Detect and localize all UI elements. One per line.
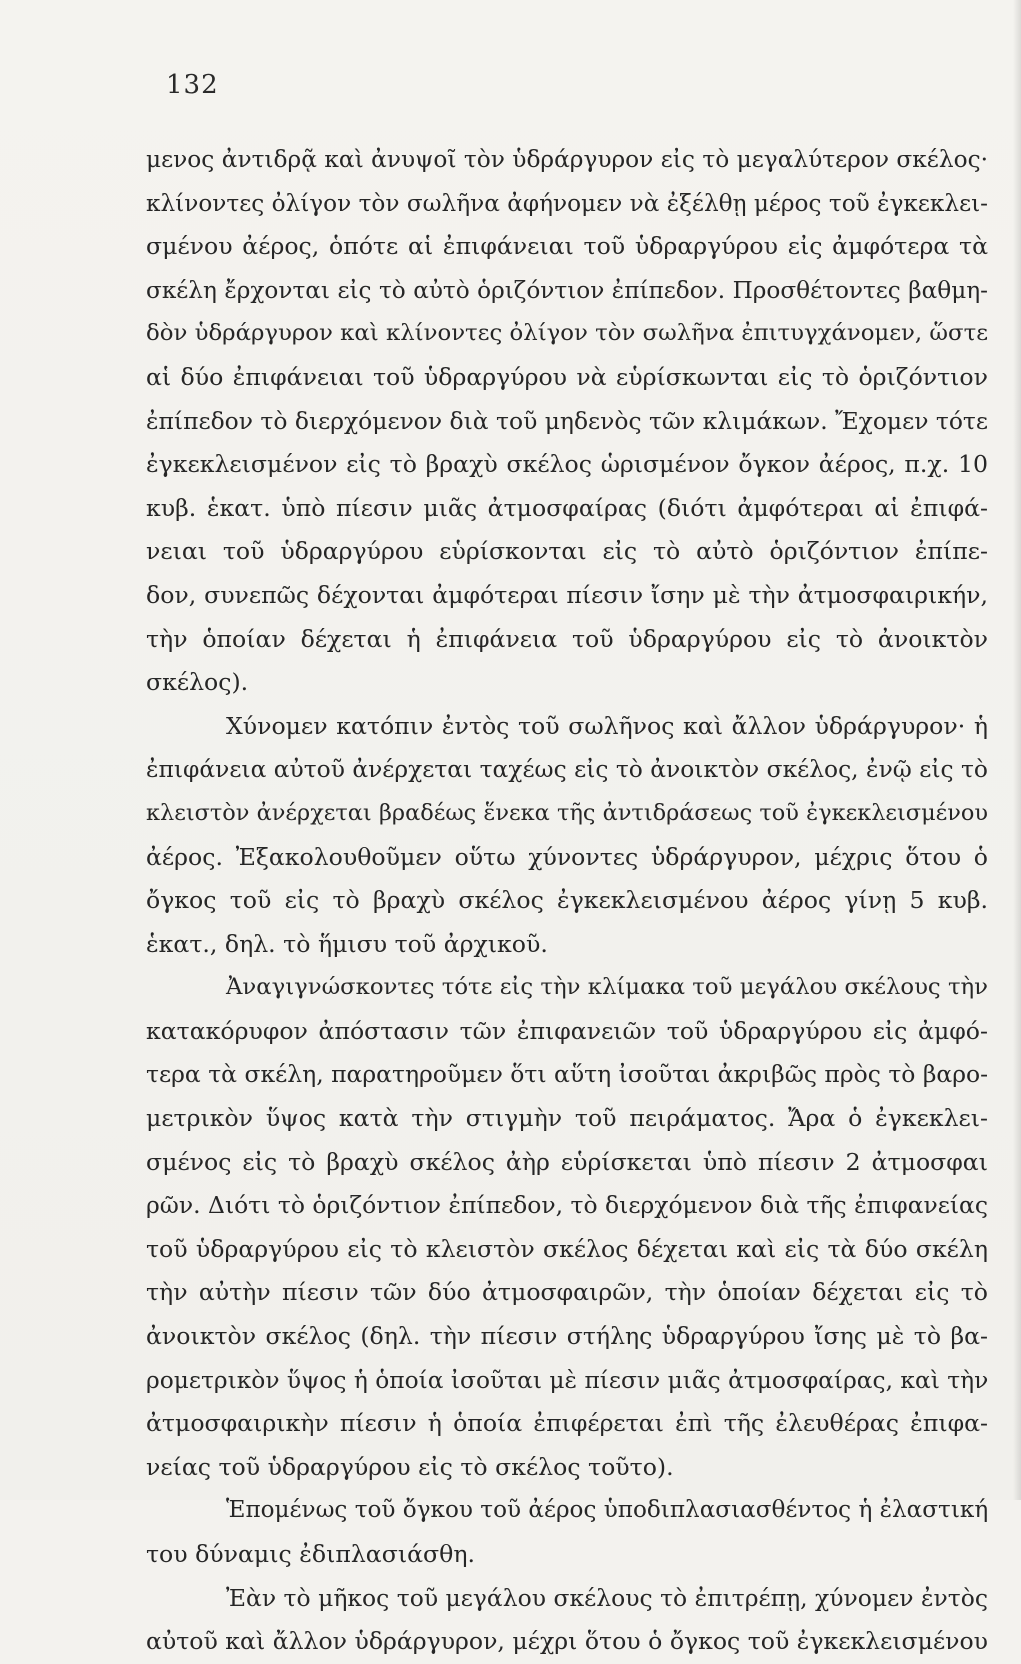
text-line: Ἑπομένως τοῦ ὄγκου τοῦ ἀέρος ὑποδιπλασιασθέντος ἡ ἐλαστική (226, 1497, 989, 1524)
text-line: τὴν ὁποίαν δέχεται ἡ ἐπιφάνεια τοῦ ὑδραργύρου εἰς τὸ ἀνοικτὸν (146, 624, 988, 653)
text-line: σμένος εἰς τὸ βραχὺ σκέλος ἀὴρ εὑρίσκεται ὑπὸ πίεσιν 2 ἀτμοσφαι (146, 1147, 988, 1176)
page-edge-shadow (1013, 0, 1021, 1500)
text-line: σκέλος). (146, 668, 249, 697)
text-line: του δύναμις ἐδιπλασιάσθη. (146, 1540, 475, 1568)
text-line: δὸν ὑδράργυρον καὶ κλίνοντες ὀλίγον τὸν σωλῆνα ἐπιτυγχάνομεν, ὥστε (146, 320, 988, 347)
text-line: ἐγκεκλεισμένον εἰς τὸ βραχὺ σκέλος ὡρισμένον ὄγκον ἀέρος, π.χ. 10 (146, 450, 988, 479)
text-line: σμένου ἀέρος, ὁπότε αἱ ἐπιφάνειαι τοῦ ὑδραργύρου εἰς ἀμφότερα τὰ (146, 232, 988, 261)
text-line: Ἀναγιγνώσκοντες τότε εἰς τὴν κλίμακα τοῦ μεγάλου σκέλους τὴν (226, 974, 988, 1001)
text-line: νείας τοῦ ὑδραργύρου εἰς τὸ σκέλος τοῦτο). (146, 1452, 674, 1481)
text-line: νειαι τοῦ ὑδραργύρου εὑρίσκονται εἰς τὸ αὐτὸ ὁριζόντιον ἐπίπε- (146, 537, 988, 566)
text-line: κυβ. ἑκατ. ὑπὸ πίεσιν μιᾶς ἀτμοσφαίρας (διότι ἀμφότεραι αἱ ἐπιφά- (146, 493, 988, 522)
text-line: αὐτοῦ καὶ ἄλλον ὑδράργυρον, μέχρι ὅτου ὁ ὄγκος τοῦ ἐγκεκλεισμένου (146, 1627, 988, 1656)
text-line: ὄγκος τοῦ εἰς τὸ βραχὺ σκέλος ἐγκεκλεισμένου ἀέρος γίνῃ 5 κυβ. (146, 886, 988, 915)
text-line: ἀέρος. Ἐξακολουθοῦμεν οὕτω χύνοντες ὑδράργυρον, μέχρις ὅτου ὁ (146, 842, 988, 871)
text-line: αἱ δύο ἐπιφάνειαι τοῦ ὑδραργύρου νὰ εὑρίσκωνται εἰς τὸ ὁριζόντιον (146, 362, 988, 391)
text-line: ἐπίπεδον τὸ διερχόμενον διὰ τοῦ μηδενὸς τῶν κλιμάκων. Ἔχομεν τότε (146, 406, 988, 435)
text-line: ἑκατ., δηλ. τὸ ἥμισυ τοῦ ἀρχικοῦ. (146, 929, 548, 958)
text-line: Χύνομεν κατόπιν ἐντὸς τοῦ σωλῆνος καὶ ἄλλον ὑδράργυρον· ἡ (226, 711, 988, 740)
text-line: Ἐὰν τὸ μῆκος τοῦ μεγάλου σκέλους τὸ ἐπιτρέπῃ, χύνομεν ἐντὸς (226, 1583, 988, 1612)
text-line: ρομετρικὸν ὕψος ἡ ὁποία ἰσοῦται μὲ πίεσιν μιᾶς ἀτμοσφαίρας, καὶ τὴν (146, 1366, 989, 1394)
text-line: ρῶν. Διότι τὸ ὁριζόντιον ἐπίπεδον, τὸ διερχόμενον διὰ τῆς ἐπιφανείας (146, 1191, 988, 1220)
text-line: κλειστὸν ἀνέρχεται βραδέως ἕνεκα τῆς ἀντιδράσεως τοῦ ἐγκεκλεισμένου (146, 799, 988, 826)
text-line: τοῦ ὑδραργύρου εἰς τὸ κλειστὸν σκέλος δέχεται καὶ εἰς τὰ δύο σκέλη (146, 1234, 988, 1263)
text-line: ἐπιφάνεια αὐτοῦ ἀνέρχεται ταχέως εἰς τὸ ἀνοικτὸν σκέλος, ἐνῷ εἰς τὸ (146, 755, 988, 784)
text-line: σκέλη ἔρχονται εἰς τὸ αὐτὸ ὁριζόντιον ἐπίπεδον. Προσθέτοντες βαθμη- (146, 276, 988, 304)
text-line: ἀνοικτὸν σκέλος (δηλ. τὴν πίεσιν στήλης ὑδραργύρου ἴσης μὲ τὸ βα- (146, 1322, 988, 1351)
text-line: μενος ἀντιδρᾷ καὶ ἀνυψοῖ τὸν ὑδράργυρον εἰς τὸ μεγαλύτερον σκέλος· (146, 146, 988, 173)
text-line: τὴν αὐτὴν πίεσιν τῶν δύο ἀτμοσφαιρῶν, τὴν ὁποίαν δέχεται εἰς τὸ (146, 1278, 988, 1307)
text-line: κατακόρυφον ἀπόστασιν τῶν ἐπιφανειῶν τοῦ ὑδραργύρου εἰς ἀμφό- (146, 1016, 988, 1045)
text-line: δον, συνεπῶς δέχονται ἀμφότεραι πίεσιν ἴσην μὲ τὴν ἀτμοσφαιρικήν, (146, 580, 988, 609)
page-number: 132 (166, 70, 219, 100)
text-line: ἀτμοσφαιρικὴν πίεσιν ἡ ὁποία ἐπιφέρεται ἐπὶ τῆς ἐλευθέρας ἐπιφα- (146, 1409, 988, 1438)
text-line: κλίνοντες ὀλίγον τὸν σωλῆνα ἀφήνομεν νὰ ἐξέλθῃ μέρος τοῦ ἐγκεκλει- (146, 189, 988, 217)
body-text (146, 138, 988, 1664)
text-line: μετρικὸν ὕψος κατὰ τὴν στιγμὴν τοῦ πειράματος. Ἄρα ὁ ἐγκεκλει- (146, 1104, 988, 1133)
text-line: τερα τὰ σκέλη, παρατηροῦμεν ὅτι αὕτη ἰσοῦται ἀκριβῶς πρὸς τὸ βαρο- (146, 1060, 989, 1089)
